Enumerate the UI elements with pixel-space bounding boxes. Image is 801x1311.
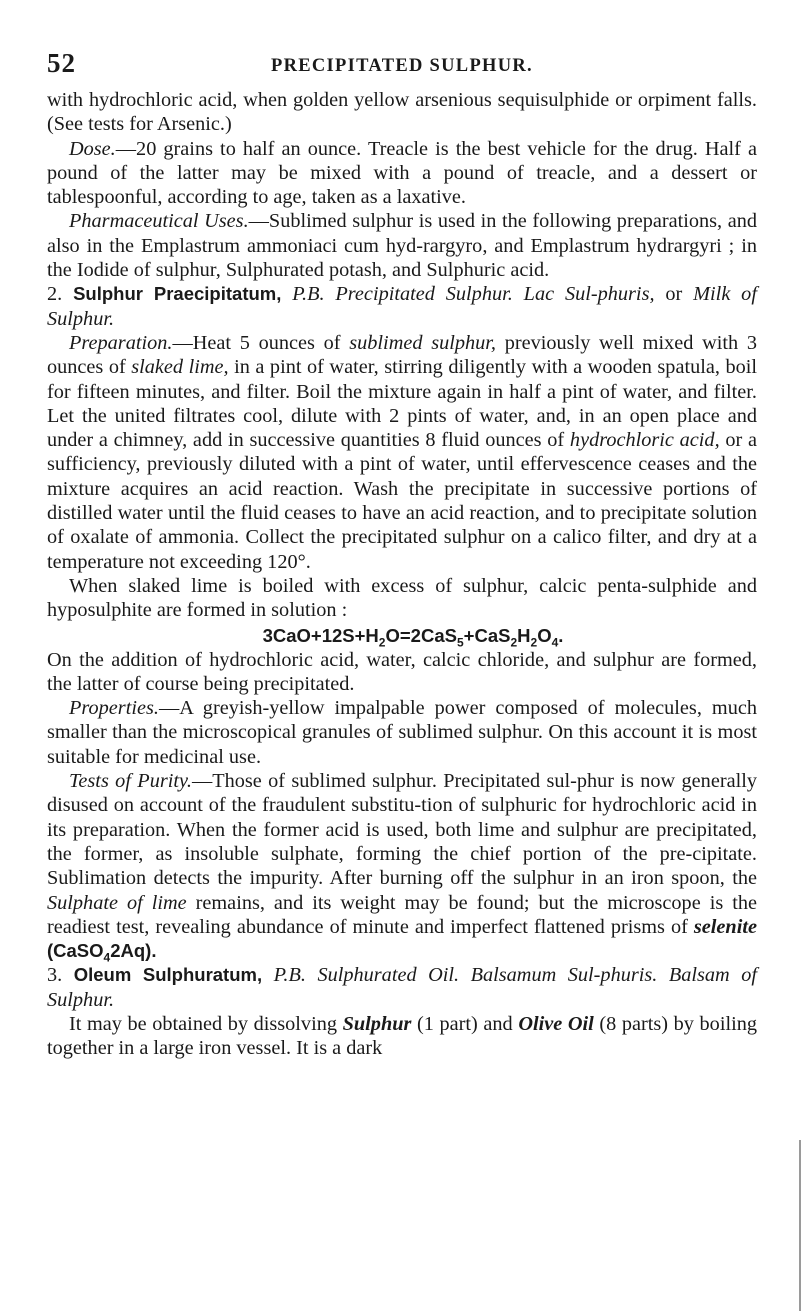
- paragraph-properties: Properties.—A greyish-yellow impalpable power composed of molecules, much smaller than the microscopical granules of sublimed sulphur. On this account it is most suitable for medicinal use.: [47, 697, 757, 768]
- paragraph-tests-of-purity: Tests of Purity.—Those of sublimed sulphur. Precipitated sul-phur is now generally disused on account of the fraudulent substitu-tion of sulphuric for hydrochloric acid in its preparation. When the former acid is used, both lime and sulphur are precipitated, the former, as insoluble sulphate, forming the chief portion of the pre-cipitate. Sublimation detects the impurity. After burning off the sulphur in an iron spoon, the Sulphate of lime remains, and its weight may be found; but the microscope is the readiest test, revealing abundance of minute and imperfect flattened prisms of selenite (CaSO$_4$2Aq).: [47, 770, 757, 965]
- paragraph-arsenic-continuation: with hydrochloric acid, when golden yellow arsenious sequisulphide or orpiment falls. (See tests for Arsenic.): [47, 89, 757, 136]
- page-header: [47, 0, 757, 88]
- entry-number: 3.: [47, 964, 63, 987]
- pharmacopoeia-mark: P.B.: [292, 283, 325, 306]
- page-number: 52: [47, 48, 76, 78]
- entry-sulphur-praecipitatum: 2. Sulphur Praecipitatum, P.B. Precipitated Sulphur. Lac Sul-phuris, or Milk of Sulphur.: [47, 283, 757, 330]
- entry-name: Sulphur Praecipitatum,: [73, 283, 282, 305]
- entry-oleum-sulphuratum: [47, 963, 757, 1012]
- dose-label: Dose.: [69, 137, 116, 160]
- pharmacopoeia-mark: P.B.: [273, 964, 306, 987]
- paragraph-preparation: Preparation.—Heat 5 ounces of sublimed sulphur, previously well mixed with 3 ounces of slaked lime, in a pint of water, stirring diligently with a wooden spatula, boil for fifteen minutes, and filter. Boil the mixture again in half a pint of water, and filter. Let the united filtrates cool, dilute with 2 pints of water, and, in an open place and under a chimney, add in successive quantities 8 fluid ounces of hydrochloric acid, or a sufficiency, previously diluted with a pint of water, until effervescence ceases and the mixture acquires an acid reaction. Wash the precipitate in successive portions of distilled water until the fluid ceases to have an acid reaction, and to precipitate solution of oxalate of ammonia. Collect the precipitated sulphur on a calico filter, and dry at a temperature not exceeding 120°.: [47, 331, 758, 573]
- entry-synonyms: Sulphurated Oil. Balsamum Sul-phuris. Balsam of Sulphur.: [47, 964, 757, 1011]
- entry-synonyms: Precipitated Sulphur. Lac Sul-phuris,: [335, 283, 655, 306]
- chemical-equation: $3CaO+12S+H_2O=2CaS_5+CaS_2H_2O_4$.: [262, 624, 564, 650]
- paragraph-oleum-preparation: It may be obtained by dissolving Sulphur (1 part) and Olive Oil (8 parts) by boiling together in a large iron vessel. It is a dark: [47, 1012, 758, 1060]
- paragraph-pharmaceutical-uses: Pharmaceutical Uses.—Sublimed sulphur is used in the following preparations, and also in the Emplastrum ammoniaci cum hyd-rargyro, and Emplastrum hydrargyri ; in the Iodide of sulphur, Sulphurated potash, and Sulphuric acid.: [47, 210, 757, 282]
- running-title: PRECIPITATED SULPHUR.: [270, 56, 533, 76]
- preparation-label: Preparation.: [69, 331, 173, 354]
- tests-of-purity-label: Tests of Purity.: [69, 770, 192, 793]
- properties-label: Properties.: [69, 697, 159, 720]
- paragraph-dose: Dose.—20 grains to half an ounce. Treacle is the best vehicle for the drug. Half a pound of the latter may be mixed with a pound of treacle, and a dessert or tablespoonful, according to age, taken as a laxative.: [47, 137, 757, 209]
- selenite-formula: (CaSO$_4$2Aq).: [47, 940, 157, 965]
- paragraph-hydrochloric-addition: On the addition of hydrochloric acid, water, calcic chloride, and sulphur are formed, the latter of course being precipitated.: [47, 648, 757, 695]
- entry-name: Oleum Sulphuratum,: [73, 964, 263, 986]
- pharmaceutical-uses-label: Pharmaceutical Uses.: [69, 210, 249, 233]
- entry-english-name: Milk of Sulphur.: [47, 283, 757, 330]
- body-text: [47, 88, 757, 1061]
- paragraph-slaked-lime: When slaked lime is boiled with excess of sulphur, calcic penta-sulphide and hyposulphite are formed in solution :: [47, 574, 757, 622]
- entry-number: 2.: [47, 283, 63, 306]
